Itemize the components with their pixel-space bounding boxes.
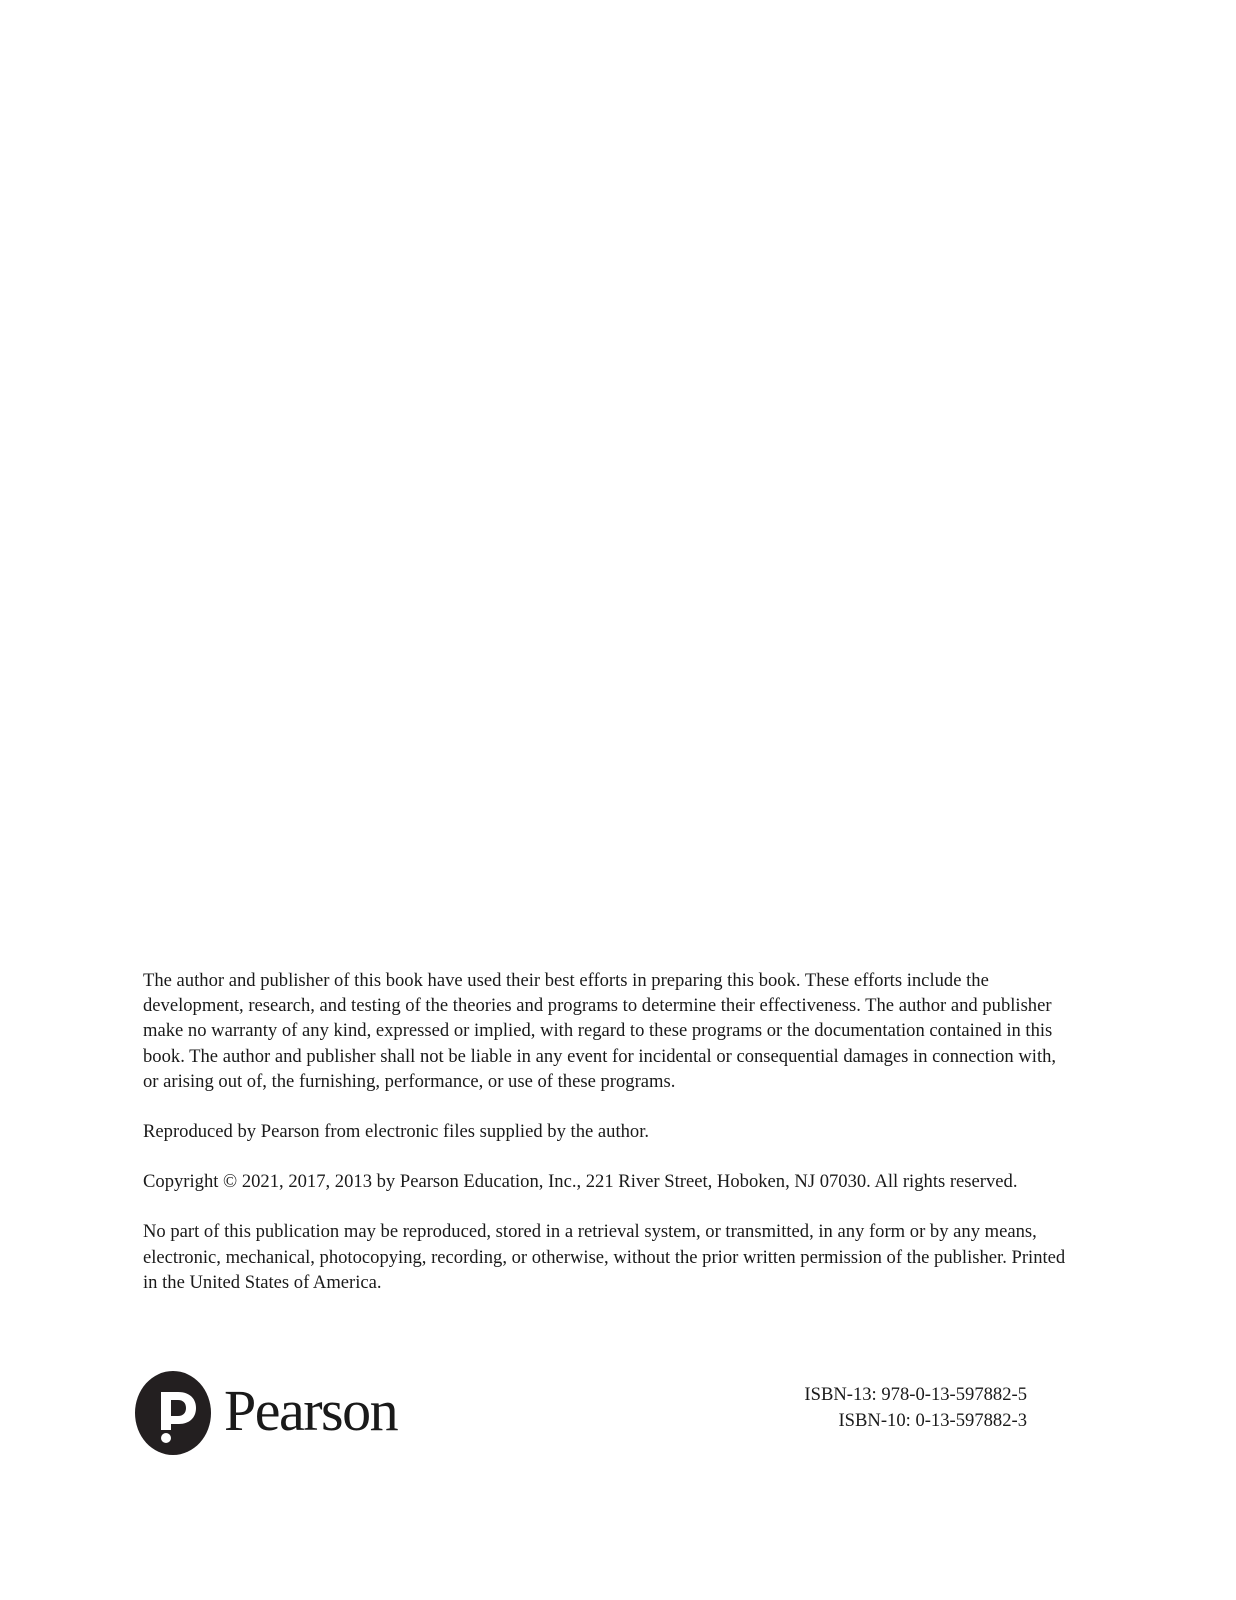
copyright-paragraph: Copyright © 2021, 2017, 2013 by Pearson Education, Inc., 221 River Street, Hoboken, NJ 07030. All rights reserved. [143, 1171, 1018, 1193]
copyright-notice [143, 968, 1073, 1320]
isbn-block [804, 1382, 1027, 1434]
rights-paragraph: No part of this publication may be reproduced, stored in a retrieval system, or transmitted, in any form or by any means, electronic, mechanical, photocopying, recording, or otherwise, without the prior written permission of the publisher. Printed in the United States of America. [143, 1221, 1066, 1293]
reproduced-paragraph: Reproduced by Pearson from electronic files supplied by the author. [143, 1121, 650, 1143]
pearson-logo [134, 1369, 397, 1457]
pearson-p-logo-icon [134, 1370, 212, 1456]
pearson-wordmark: Pearson [224, 1378, 398, 1443]
disclaimer-paragraph: The author and publisher of this book have used their best efforts in preparing this book. These efforts include the development, research, and testing of the theories and programs to determine their effectiveness. The author and publisher make no warranty of any kind, expressed or implied, with regard to these programs or the documentation contained in this book. The author and publisher shall not be liable in any event for incidental or consequential damages in connection with, or arising out of, the furnishing, performance, or use of these programs. [143, 970, 1057, 1092]
isbn-10: ISBN-10: 0-13-597882-3 [838, 1410, 1027, 1431]
isbn-13: ISBN-13: 978-0-13-597882-5 [804, 1384, 1027, 1405]
